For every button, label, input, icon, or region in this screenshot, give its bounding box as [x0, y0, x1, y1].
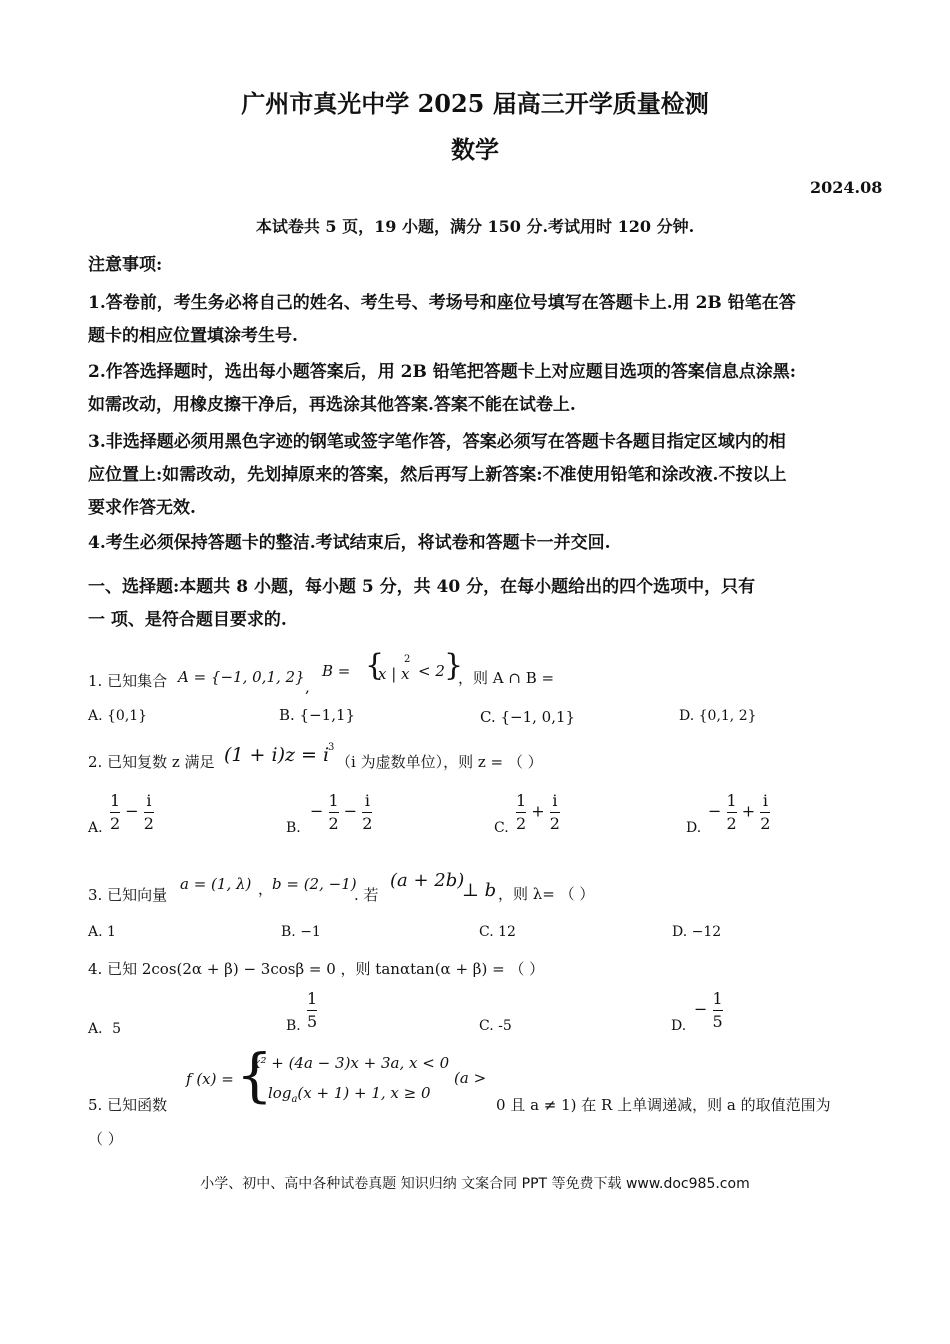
- q4-option-b-label: B.: [286, 1018, 301, 1034]
- q5-paren: （ ）: [88, 1130, 123, 1148]
- q2-expr: (1 + i)z = i: [224, 744, 330, 766]
- exam-info: 本试卷共 5 页，19 小题，满分 150 分.考试用时 120 分钟.: [255, 217, 695, 236]
- q2-suffix: （i 为虚数单位），则 z = （ ）: [336, 753, 543, 771]
- q4-option-d: − $\frac{1}{5}$: [694, 989, 723, 1031]
- note-2-line-1: 2.作答选择题时，选出每小题答案后，用 2B 铅笔把答题卡上对应题目选项的答案信息点涂黑:: [88, 362, 797, 382]
- q2-option-b: − $\frac{1}{2}$ − $\frac{i}{2}$: [310, 791, 373, 833]
- q1-option-d: D. {0,1, 2}: [679, 708, 757, 724]
- q2-prefix: 2. 已知复数 z 满足: [88, 753, 215, 771]
- note-4-line-1: 4.考生必须保持答题卡的整洁.考试结束后，将试卷和答题卡一并交回.: [88, 533, 611, 553]
- q3-option-d: D. −12: [672, 924, 722, 940]
- footer-text: 小学、初中、高中各种试卷真题 知识归纳 文案合同 PPT 等免费下载 www.doc985.com: [200, 1176, 750, 1192]
- notes-heading: 注意事项:: [88, 255, 163, 275]
- q3-option-a: A. 1: [88, 924, 116, 940]
- q3-prefix: 3. 已知向量: [88, 886, 168, 904]
- note-1-line-2: 题卡的相应位置填涂考生号.: [88, 326, 298, 346]
- q3-suffix: ，则 λ= （ ）: [498, 885, 595, 903]
- q3-condition: (a + 2b): [390, 870, 465, 891]
- q4-option-d-label: D.: [671, 1018, 687, 1034]
- q3-vector-b: b = (2, −1): [272, 875, 357, 893]
- q1-brace-right: }: [444, 648, 464, 683]
- q1-brace-left: {: [365, 648, 385, 683]
- q1-option-b: B. {−1,1}: [279, 706, 356, 724]
- q1-prefix: 1. 已知集合: [88, 672, 168, 690]
- section1-line-1: 一、选择题:本题共 8 小题，每小题 5 分，共 40 分，在每小题给出的四个选项中，只有: [88, 577, 756, 597]
- q5-prefix: 5. 已知函数: [88, 1096, 168, 1114]
- q5-tail: (a >: [454, 1069, 487, 1087]
- q1-set-b-right: < 2: [418, 662, 445, 680]
- q2-option-c-label: C.: [494, 820, 509, 836]
- q5-fx: f (x) =: [186, 1070, 234, 1088]
- q2-option-d: − $\frac{1}{2}$ + $\frac{i}{2}$: [708, 791, 771, 833]
- q1-option-a: A. {0,1}: [88, 708, 148, 724]
- q4-text: 4. 已知 2cos(2α + β) − 3cosβ = 0 ，则 tanαtan(α + β) = （ ）: [88, 960, 545, 978]
- note-3-line-2: 应位置上:如需改动，先划掉原来的答案，然后再写上新答案:不准使用铅笔和涂改液.不按以上: [88, 465, 787, 485]
- q1-set-b-label: B =: [322, 662, 351, 680]
- q1-set-a: A = {−1, 0,1, 2}: [178, 668, 305, 686]
- note-2-line-2: 如需改动，用橡皮擦干净后，再选涂其他答案.答案不能在试卷上.: [88, 395, 576, 415]
- q5-case-2: $\log_a(x + 1) + 1$, x ≥ 0: [268, 1084, 431, 1105]
- q2-expr-sup: 3: [328, 742, 335, 753]
- q3-vector-a: a = (1, λ): [180, 875, 252, 893]
- q3-perp: ⊥ b: [462, 880, 497, 901]
- q2-option-c: $\frac{1}{2}$ + $\frac{i}{2}$: [516, 791, 560, 833]
- note-1-line-1: 1.答卷前，考生务必将自己的姓名、考生号、考场号和座位号填写在答题卡上.用 2B 铅笔在答: [88, 293, 796, 313]
- section1-line-2: 一 项、是符合题目要求的.: [88, 610, 287, 630]
- q3-option-b: B. −1: [281, 924, 321, 940]
- q3-option-c: C. 12: [479, 924, 516, 940]
- exam-date: 2024.08: [810, 178, 883, 197]
- q1-set-b-sup: 2: [404, 654, 411, 665]
- q2-option-a-label: A.: [88, 820, 103, 836]
- q4-option-a: A．5: [88, 1021, 122, 1037]
- q4-option-b: $\frac{1}{5}$: [307, 989, 318, 1031]
- q5-continuation: 0 且 a ≠ 1) 在 R 上单调递减，则 a 的取值范围为: [496, 1096, 831, 1114]
- subject-title: 数学: [451, 135, 499, 164]
- q1-suffix: ，则 A ∩ B =: [458, 669, 555, 687]
- q1-option-c: C. {−1, 0,1}: [480, 708, 576, 726]
- exam-title: 广州市真光中学 2025 届高三开学质量检测: [241, 89, 709, 118]
- q5-case-1: x² + (4a − 3)x + 3a, x < 0: [252, 1054, 450, 1072]
- q2-option-a: $\frac{1}{2}$ − $\frac{i}{2}$: [110, 791, 154, 833]
- note-3-line-1: 3.非选择题必须用黑色字迹的钢笔或签字笔作答，答案必须写在答题卡各题目指定区域内的相: [88, 432, 786, 452]
- q3-mid: . 若: [354, 886, 379, 904]
- q4-option-c: C. -5: [479, 1018, 512, 1034]
- q1-set-b-inner: x | x: [378, 665, 410, 683]
- q5-brace: {: [236, 1041, 273, 1109]
- note-3-line-3: 要求作答无效.: [88, 498, 196, 518]
- q2-option-b-label: B.: [286, 820, 301, 836]
- q2-option-d-label: D.: [686, 820, 702, 836]
